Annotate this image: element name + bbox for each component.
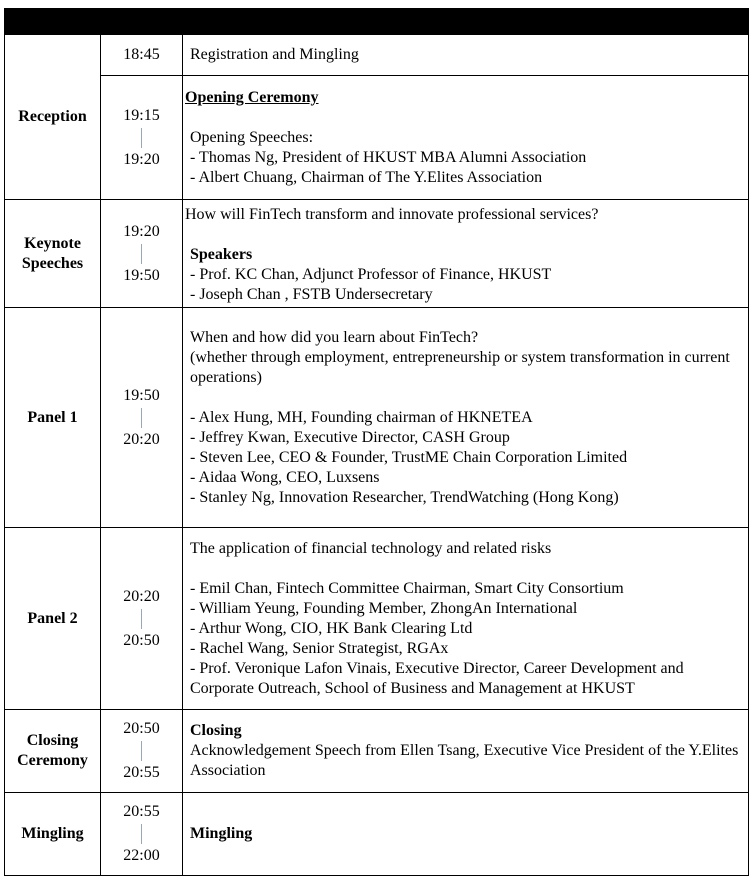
section-closing: Closing Ceremony [5,710,101,793]
table-row [5,76,749,200]
time-divider [141,244,142,264]
list-item: - Emil Chan, Fintech Committee Chairman, Smart City Consortium [190,580,624,597]
panel-1-question: When and how did you learn about FinTech? [190,328,479,346]
desc-keynote [183,200,749,308]
closing-text: Acknowledgement Speech from Ellen Tsang, Executive Vice President of the Y.Elites Association [190,742,739,779]
agenda-table [4,34,749,876]
list-item: - Albert Chuang, Chairman of The Y.Elites Association [190,169,543,186]
table-row [5,35,749,76]
opening-intro: Opening Speeches: [190,129,314,146]
list-item: - Jeffrey Kwan, Executive Director, CASH Group [190,428,510,446]
section-reception: Reception [5,35,101,200]
table-row [5,793,749,876]
desc-mingling [183,793,749,876]
time-divider [141,609,142,629]
time-divider [141,741,142,761]
table-row [5,710,749,793]
time-reception-registration: 18:45 [101,35,183,76]
list-item: - Joseph Chan , FSTB Undersecretary [190,286,433,303]
section-panel-1: Panel 1 [5,308,101,528]
time-end: 22:00 [123,847,160,864]
list-item: - William Yeung, Founding Member, ZhongAn International [190,600,578,617]
time-divider [141,408,142,428]
opening-heading: Opening Ceremony [185,89,319,106]
time-panel-2 [101,528,183,710]
time-end: 19:50 [123,266,160,284]
list-item: - Prof. KC Chan, Adjunct Professor of Finance, HKUST [190,266,552,283]
list-item: - Aidaa Wong, CEO, Luxsens [190,468,380,486]
time-end: 20:55 [123,764,160,781]
keynote-question: How will FinTech transform and innovate professional services? [185,206,599,223]
time-mingling [101,793,183,876]
list-item: - Arthur Wong, CIO, HK Bank Clearing Ltd [190,620,473,637]
table-row [5,528,749,710]
list-item: - Stanley Ng, Innovation Researcher, TrendWatching (Hong Kong) [190,488,619,506]
speakers-label: Speakers [190,246,253,263]
section-keynote: Keynote Speeches [5,200,101,308]
desc-panel-2 [183,528,749,710]
table-row [5,200,749,308]
time-start: 19:50 [123,386,160,404]
mingling-text: Mingling [190,825,253,842]
panel-1-question-note: (whether through employment, entrepreneurship or system transformation in current operations) [190,348,730,386]
time-end: 20:50 [123,631,160,649]
registration-text: Registration and Mingling [190,46,359,63]
time-end: 20:20 [123,430,160,448]
panel-2-topic: The application of financial technology and related risks [190,540,552,557]
list-item: - Steven Lee, CEO & Founder, TrustME Chain Corporation Limited [190,448,628,466]
desc-registration [183,35,749,76]
list-item: - Rachel Wang, Senior Strategist, RGAx [190,640,449,657]
section-mingling: Mingling [5,793,101,876]
time-start: 20:20 [123,587,160,605]
list-item: - Thomas Ng, President of HKUST MBA Alumni Association [190,149,587,166]
time-start: 19:20 [123,222,160,240]
time-start: 20:50 [123,720,160,737]
time-opening [101,76,183,200]
time-keynote [101,200,183,308]
time-divider [141,128,142,148]
section-panel-2: Panel 2 [5,528,101,710]
time-start: 19:15 [123,106,160,124]
table-row [5,308,749,528]
time-start: 20:55 [123,803,160,820]
header-bar [4,8,749,34]
time-closing [101,710,183,793]
time-divider [141,824,142,844]
desc-panel-1 [183,308,749,528]
time-panel-1 [101,308,183,528]
desc-closing [183,710,749,793]
closing-heading: Closing [190,722,242,739]
list-item: - Prof. Veronique Lafon Vinais, Executive Director, Career Development and Corporate Outreach, School of Business and Management at HKUST [190,660,684,697]
list-item: - Alex Hung, MH, Founding chairman of HKNETEA [190,408,533,426]
desc-opening [183,76,749,200]
time-end: 19:20 [123,150,160,168]
